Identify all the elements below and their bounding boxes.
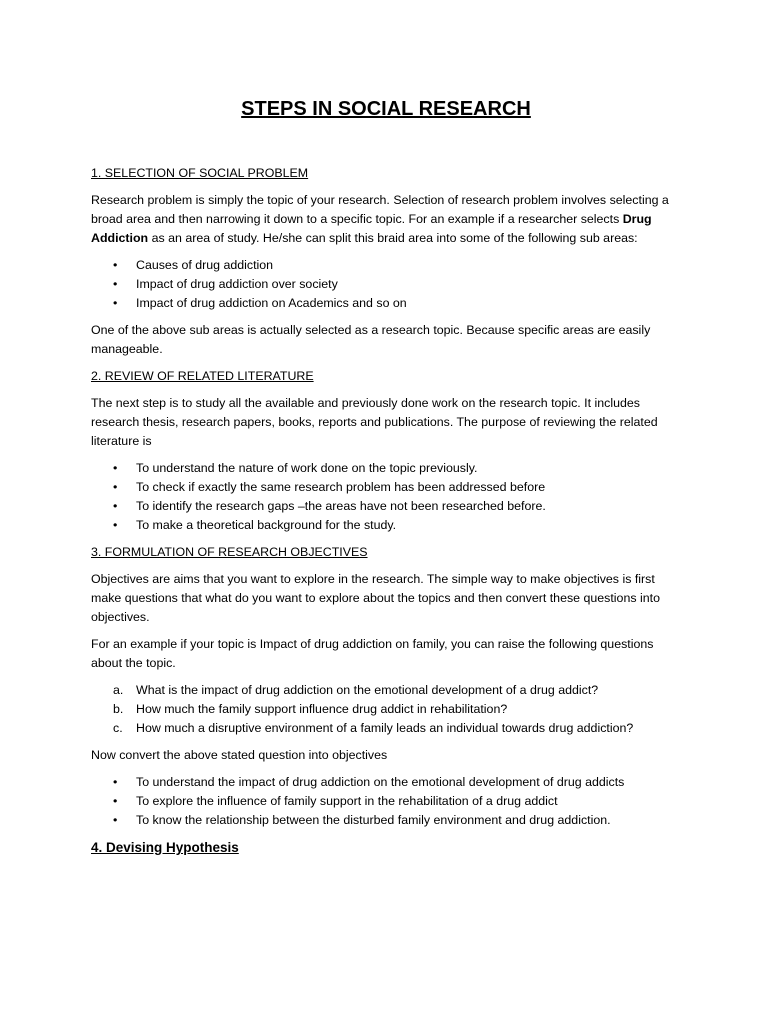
section-heading-review-of-related-literature: 2. REVIEW OF RELATED LITERATURE: [91, 369, 314, 383]
document-content: [91, 96, 681, 865]
list-item-text: How much the family support influence drug addict in rehabilitation?: [136, 702, 508, 716]
section3-paragraph-2: For an example if your topic is Impact of drug addiction on family, you can raise the following questions about the topic.: [91, 637, 654, 670]
bullet-icon: •: [113, 480, 118, 494]
list-item: [91, 294, 681, 313]
section3-paragraph-1: Objectives are aims that you want to explore in the research. The simple way to make objectives is first make questions that what do you want to explore about the topics and then convert these questions into objectives.: [91, 572, 660, 624]
section1-bullet-list: [91, 256, 681, 313]
list-item-text: Impact of drug addiction over society: [136, 277, 338, 291]
section3-paragraph-3: Now convert the above stated question into objectives: [91, 748, 388, 762]
section1-paragraph-1-bold: Drug Addiction: [91, 212, 652, 245]
section2-paragraph-1: The next step is to study all the available and previously done work on the research topic. It includes research thesis, research papers, books, reports and publications. The purpose of reviewing the related literature is: [91, 396, 658, 448]
bullet-icon: •: [113, 518, 118, 532]
list-item: [91, 811, 681, 830]
list-item: [91, 497, 681, 516]
list-item-text: To make a theoretical background for the study.: [136, 518, 397, 532]
section1-paragraph-1: [91, 191, 681, 248]
section3-objective-list: [91, 773, 681, 830]
list-item-text: To explore the influence of family support in the rehabilitation of a drug addict: [136, 794, 558, 808]
list-item: [91, 516, 681, 535]
section1-paragraph-2: One of the above sub areas is actually selected as a research topic. Because specific areas are easily manageable.: [91, 323, 651, 356]
list-item: [91, 700, 681, 719]
bullet-icon: •: [113, 794, 118, 808]
list-letter: a.: [113, 683, 124, 697]
list-item-text: To check if exactly the same research problem has been addressed before: [136, 480, 546, 494]
list-item: [91, 792, 681, 811]
list-item-text: Causes of drug addiction: [136, 258, 274, 272]
list-item: [91, 459, 681, 478]
bullet-icon: •: [113, 277, 118, 291]
section1-paragraph-1-start: Research problem is simply the topic of your research. Selection of research problem involves selecting a broad area and then narrowing it down to a specific topic. For an example if a researcher selects: [91, 193, 669, 226]
list-item-text: To know the relationship between the disturbed family environment and drug addiction.: [136, 813, 611, 827]
section3-question-list: [91, 681, 681, 738]
bullet-icon: •: [113, 296, 118, 310]
list-item-text: How much a disruptive environment of a family leads an individual towards drug addiction?: [136, 721, 634, 735]
list-item: [91, 478, 681, 497]
section1-paragraph-1-end: as an area of study. He/she can split this braid area into some of the following sub areas:: [148, 231, 638, 245]
bullet-icon: •: [113, 258, 118, 272]
bullet-icon: •: [113, 775, 118, 789]
section-heading-formulation-of-research-objectives: 3. FORMULATION OF RESEARCH OBJECTIVES: [91, 545, 368, 559]
list-item-text: What is the impact of drug addiction on the emotional development of a drug addict?: [136, 683, 599, 697]
list-item: [91, 719, 681, 738]
section-heading-selection-of-social-problem: 1. SELECTION OF SOCIAL PROBLEM: [91, 166, 309, 180]
list-letter: b.: [113, 702, 124, 716]
list-item-text: To identify the research gaps –the areas have not been researched before.: [136, 499, 546, 513]
bullet-icon: •: [113, 499, 118, 513]
list-item-text: To understand the nature of work done on the topic previously.: [136, 461, 478, 475]
bullet-icon: •: [113, 813, 118, 827]
list-item: [91, 275, 681, 294]
document-title: STEPS IN SOCIAL RESEARCH: [241, 98, 531, 120]
section-heading-devising-hypothesis: 4. Devising Hypothesis: [91, 840, 239, 855]
list-letter: c.: [113, 721, 123, 735]
list-item-text: Impact of drug addiction on Academics and so on: [136, 296, 407, 310]
section2-bullet-list: [91, 459, 681, 535]
bullet-icon: •: [113, 461, 118, 475]
list-item-text: To understand the impact of drug addiction on the emotional development of drug addicts: [136, 775, 625, 789]
list-item: [91, 773, 681, 792]
list-item: [91, 681, 681, 700]
list-item: [91, 256, 681, 275]
